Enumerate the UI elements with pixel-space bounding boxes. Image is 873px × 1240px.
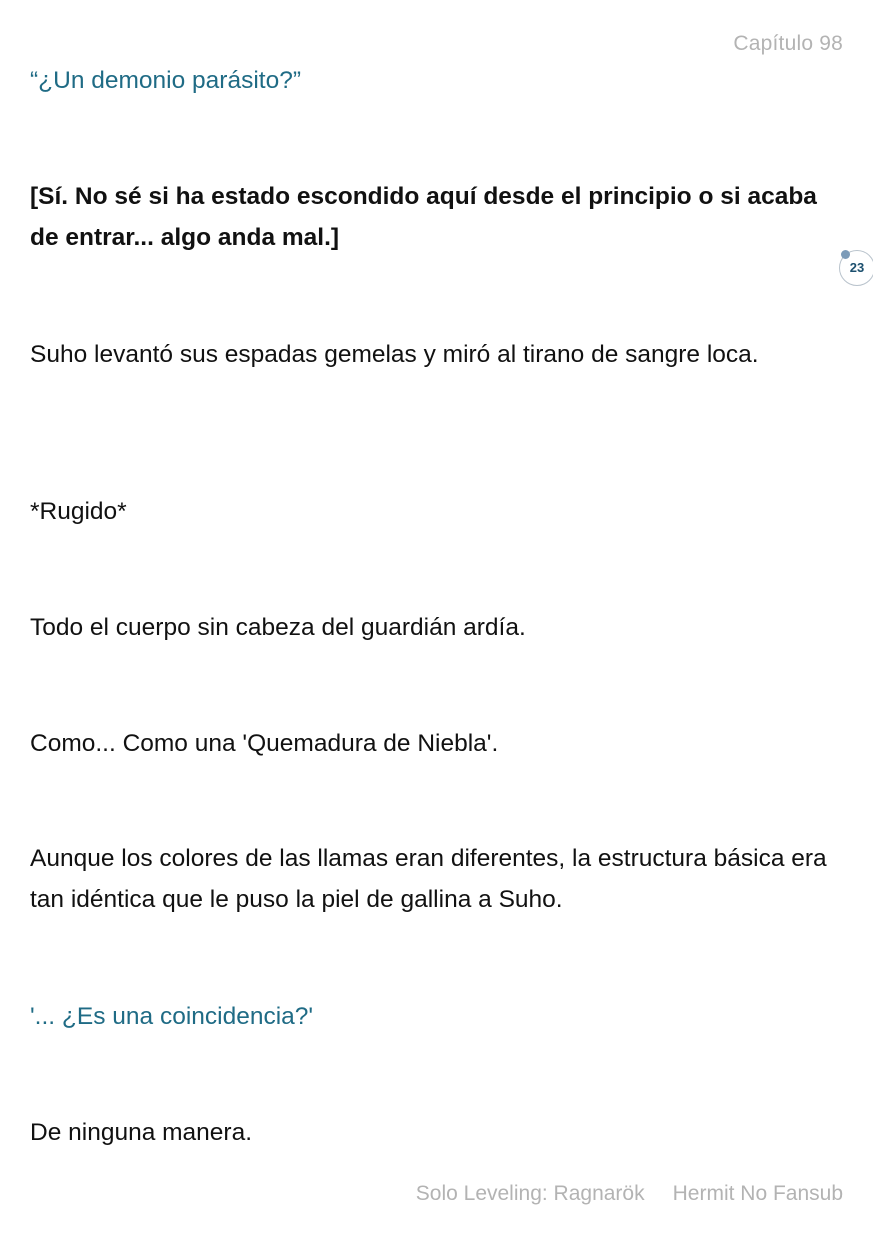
dialogue-parasite-demon: “¿Un demonio parásito?” [30,67,301,94]
bookmark-dot-icon [841,250,850,259]
novel-title: Solo Leveling: Ragnarök [415,1182,645,1205]
system-message: [Sí. No sé si ha estado escondido aquí desde el principio o si acaba de entrar... algo anda mal.] [30,183,817,251]
narration-paragraph: Aunque los colores de las llamas eran diferentes, la estructura básica era tan idéntica que le puso la piel de gallina a Suho. [30,845,827,913]
page-footer [416,1182,843,1206]
sound-effect-paragraph: *Rugido* [30,498,127,525]
narration-paragraph: Suho levantó sus espadas gemelas y miró al tirano de sangre loca. [30,341,759,368]
narration-paragraph: Todo el cuerpo sin cabeza del guardián ardía. [30,614,526,641]
narration-paragraph: Como... Como una 'Quemadura de Niebla'. [30,730,499,757]
chapter-title: Capítulo 98 [733,32,843,55]
inner-thought-paragraph: '... ¿Es una coincidencia?' [30,1003,314,1030]
page-number: 23 [849,260,865,275]
translator-credit: Hermit No Fansub [672,1182,843,1205]
narration-paragraph: De ninguna manera. [30,1119,253,1146]
